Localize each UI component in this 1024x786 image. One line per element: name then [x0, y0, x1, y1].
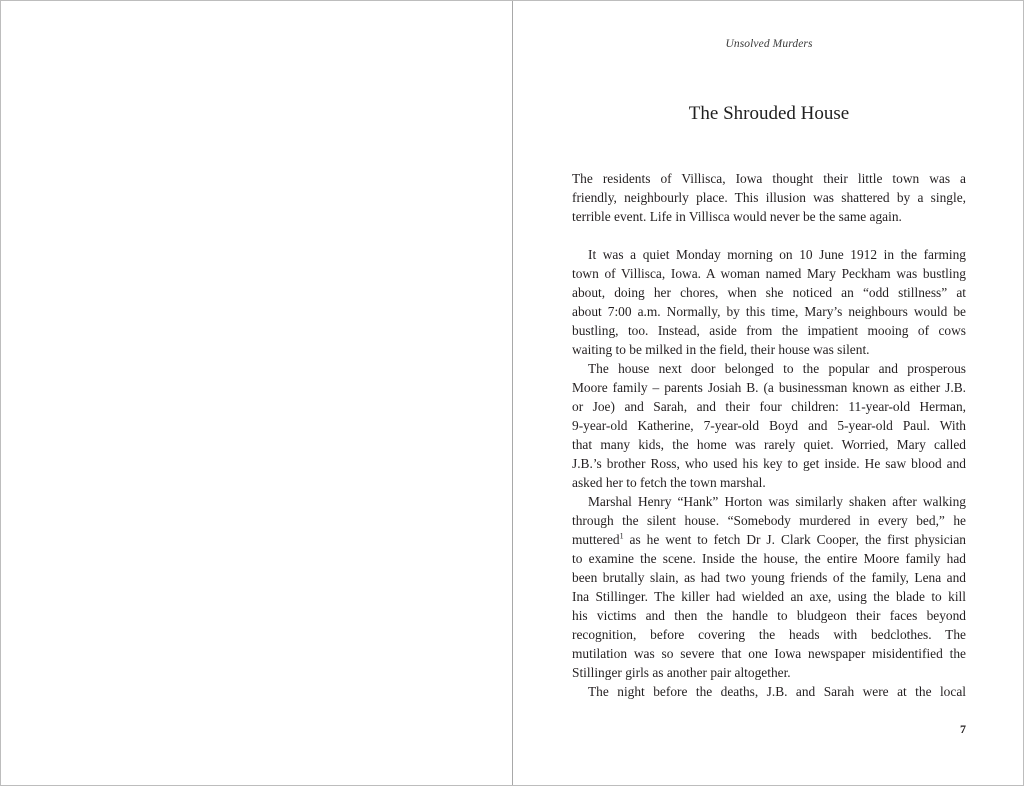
- text-line: asked her to fetch the town marshal.: [572, 475, 766, 490]
- text-line: that many kids, the home was rarely quiet. Worried, Mary called: [572, 437, 966, 452]
- text-line: Ina Stillinger. The killer had wielded an axe, using the blade to kill: [572, 589, 966, 604]
- text-line: The residents of Villisca, Iowa thought their little town was a: [572, 171, 966, 186]
- text-line: 9-year-old Katherine, 7-year-old Boyd and 5-year-old Paul. With: [572, 418, 966, 433]
- text-line: to examine the scene. Inside the house, the entire Moore family had: [572, 551, 966, 566]
- text-line: been brutally slain, as had two young friends of the family, Lena and: [572, 570, 966, 585]
- text-fragment: as he went to fetch Dr J. Clark Cooper, the first physician: [623, 532, 966, 547]
- text-line: It was a quiet Monday morning on 10 June 1912 in the farming: [588, 247, 966, 262]
- text-line: Stillinger girls as another pair altogether.: [572, 665, 791, 680]
- text-line: bustling, too. Instead, aside from the impatient mooing of cows: [572, 323, 966, 338]
- chapter-title: The Shrouded House: [688, 103, 850, 124]
- body-text: [572, 169, 966, 701]
- text-line: [572, 530, 966, 549]
- text-line: mutilation was so severe that one Iowa newspaper misidentified the: [572, 646, 966, 661]
- text-line: Moore family – parents Josiah B. (a businessman known as either J.B.: [572, 380, 966, 395]
- text-line: or Joe) and Sarah, and their four children: 11-year-old Herman,: [572, 399, 966, 414]
- running-head: Unsolved Murders: [725, 38, 813, 50]
- right-page: [513, 1, 1023, 785]
- page-number: 7: [960, 722, 966, 736]
- text-line: The house next door belonged to the popular and prosperous: [588, 361, 966, 376]
- text-line: through the silent house. “Somebody murdered in every bed,” he: [572, 513, 966, 528]
- left-page-blank: [1, 1, 513, 785]
- text-line: recognition, before covering the heads with bedclothes. The: [572, 627, 966, 642]
- text-line: Marshal Henry “Hank” Horton was similarly shaken after walking: [588, 494, 966, 509]
- text-line: town of Villisca, Iowa. A woman named Mary Peckham was bustling: [572, 266, 966, 281]
- text-fragment: muttered: [572, 532, 620, 547]
- text-line: terrible event. Life in Villisca would never be the same again.: [572, 209, 902, 224]
- text-line: J.B.’s brother Ross, who used his key to get inside. He saw blood and: [572, 456, 966, 471]
- text-line: The night before the deaths, J.B. and Sarah were at the local: [588, 684, 966, 699]
- text-line: waiting to be milked in the field, their house was silent.: [572, 342, 870, 357]
- text-line: friendly, neighbourly place. This illusion was shattered by a single,: [572, 190, 966, 205]
- text-line: his victims and then the handle to bludgeon their faces beyond: [572, 608, 966, 623]
- text-line: about 7:00 a.m. Normally, by this time, Mary’s neighbours would be: [572, 304, 966, 319]
- text-line: about, doing her chores, when she noticed an “odd stillness” at: [572, 285, 966, 300]
- footnote-marker[interactable]: 1: [619, 531, 624, 541]
